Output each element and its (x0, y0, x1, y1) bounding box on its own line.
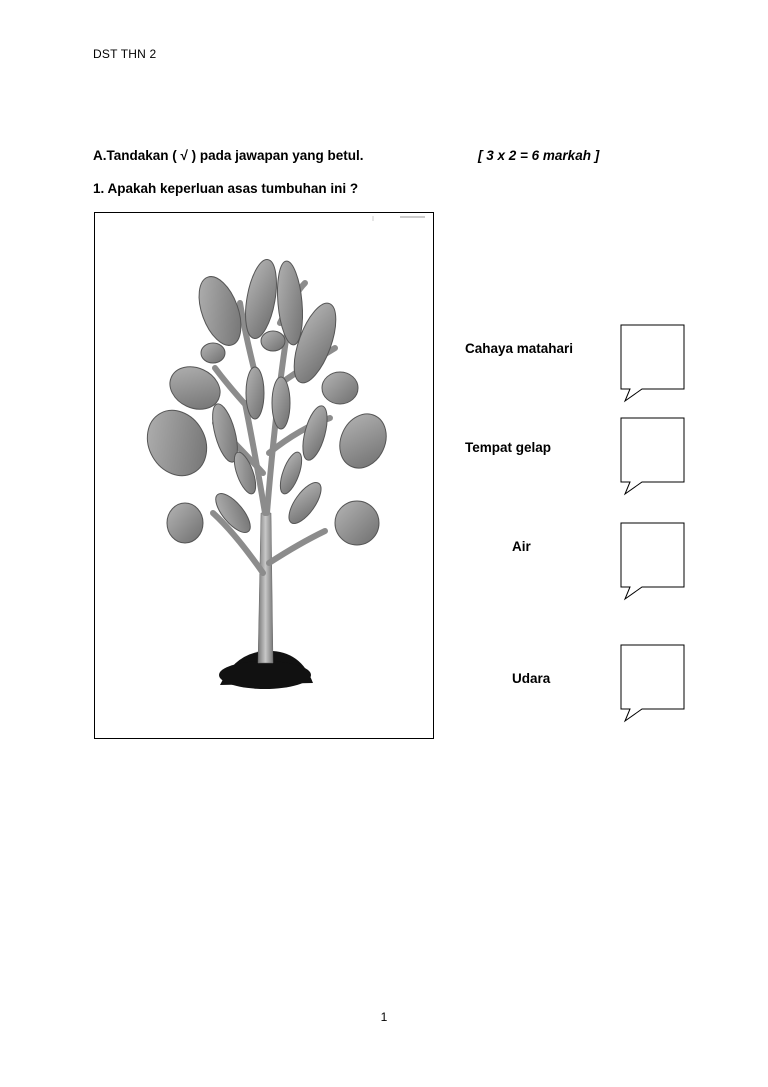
option-label-air: Air (512, 539, 531, 554)
section-instruction: A.Tandakan ( √ ) pada jawapan yang betul. (93, 148, 364, 163)
page-number: 1 (380, 1010, 388, 1024)
tree-image (94, 212, 434, 739)
callout-box-icon (620, 522, 690, 602)
page-header: DST THN 2 (93, 47, 157, 61)
tree-illustration (95, 213, 435, 740)
answer-box-tempat-gelap[interactable] (620, 417, 690, 497)
answer-box-udara[interactable] (620, 644, 690, 724)
callout-box-icon (620, 417, 690, 497)
question-text: 1. Apakah keperluan asas tumbuhan ini ? (93, 181, 359, 196)
answer-box-cahaya-matahari[interactable] (620, 324, 690, 404)
section-marks: [ 3 x 2 = 6 markah ] (478, 148, 600, 163)
option-label-udara: Udara (512, 671, 551, 686)
callout-box-icon (620, 644, 690, 724)
callout-box-icon (620, 324, 690, 404)
option-label-cahaya-matahari: Cahaya matahari (465, 341, 574, 356)
answer-box-air[interactable] (620, 522, 690, 602)
option-label-tempat-gelap: Tempat gelap (465, 440, 552, 455)
